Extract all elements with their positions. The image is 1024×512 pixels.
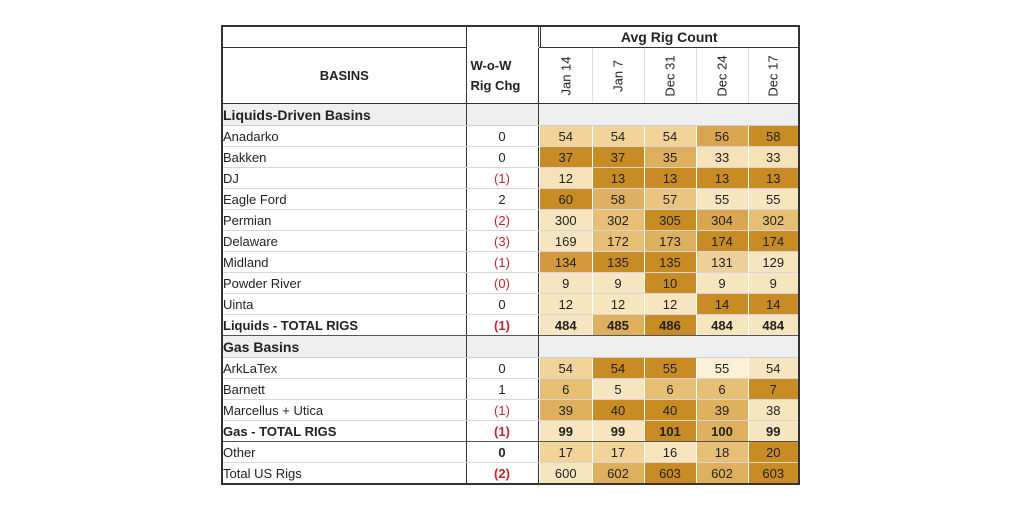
wow-header-line2: Rig Chg [470, 77, 521, 93]
rig-count-cell: 57 [644, 189, 696, 210]
date-header [592, 48, 644, 104]
table-row [222, 315, 799, 336]
table-row [222, 463, 799, 485]
rig-count-cell: 55 [696, 358, 748, 379]
basin-name: ArkLaTex [222, 358, 466, 379]
section-values-cell [540, 336, 799, 358]
basin-name: Marcellus + Utica [222, 400, 466, 421]
rig-count-cell: 129 [748, 252, 799, 273]
rig-count-cell: 54 [592, 126, 644, 147]
section-header-row [222, 104, 799, 126]
rig-count-cell: 9 [748, 273, 799, 294]
date-header [748, 48, 799, 104]
basin-name: Permian [222, 210, 466, 231]
rig-count-cell: 172 [592, 231, 644, 252]
rig-count-cell: 484 [540, 315, 592, 336]
wow-change: 0 [466, 126, 538, 147]
rig-count-cell: 56 [696, 126, 748, 147]
table-row [222, 358, 799, 379]
wow-change: (1) [466, 400, 538, 421]
table-row [222, 379, 799, 400]
rig-count-cell: 58 [748, 126, 799, 147]
table-row [222, 421, 799, 442]
rig-count-cell: 101 [644, 421, 696, 442]
basin-name: DJ [222, 168, 466, 189]
rig-count-cell: 486 [644, 315, 696, 336]
rig-count-cell: 99 [592, 421, 644, 442]
header-blank-cell [222, 26, 466, 48]
table-row [222, 147, 799, 168]
rig-count-cell: 35 [644, 147, 696, 168]
wow-change: 2 [466, 189, 538, 210]
wow-change: 0 [466, 442, 538, 463]
rig-count-cell: 484 [696, 315, 748, 336]
basin-name: Delaware [222, 231, 466, 252]
table-row [222, 294, 799, 315]
wow-change: 0 [466, 358, 538, 379]
table-row [222, 442, 799, 463]
rig-count-table [221, 25, 800, 485]
rig-count-cell: 9 [540, 273, 592, 294]
rig-count-cell: 10 [644, 273, 696, 294]
rig-count-cell: 302 [748, 210, 799, 231]
rig-count-cell: 37 [540, 147, 592, 168]
table-row [222, 400, 799, 421]
basin-name: Barnett [222, 379, 466, 400]
rig-count-cell: 13 [748, 168, 799, 189]
section-wow-cell [466, 104, 538, 126]
rig-count-cell: 17 [592, 442, 644, 463]
wow-change: (2) [466, 210, 538, 231]
rig-count-cell: 6 [540, 379, 592, 400]
rig-count-cell: 174 [696, 231, 748, 252]
rig-count-cell: 302 [592, 210, 644, 231]
section-title: Liquids-Driven Basins [222, 104, 466, 126]
header-row-group [222, 26, 799, 48]
section-header-row [222, 336, 799, 358]
rig-count-cell: 12 [644, 294, 696, 315]
wow-change: (1) [466, 421, 538, 442]
basin-name: Powder River [222, 273, 466, 294]
rig-count-cell: 58 [592, 189, 644, 210]
rig-count-cell: 33 [748, 147, 799, 168]
rig-count-cell: 18 [696, 442, 748, 463]
rig-count-cell: 54 [540, 358, 592, 379]
section-wow-cell [466, 336, 538, 358]
rig-count-cell: 39 [696, 400, 748, 421]
wow-change: (1) [466, 315, 538, 336]
rig-count-cell: 40 [644, 400, 696, 421]
rig-count-cell: 13 [696, 168, 748, 189]
rig-count-cell: 135 [592, 252, 644, 273]
date-label: Dec 24 [714, 54, 730, 97]
section-values-cell [540, 104, 799, 126]
rig-count-cell: 54 [748, 358, 799, 379]
date-label: Jan 7 [610, 59, 626, 92]
rig-count-cell: 20 [748, 442, 799, 463]
rig-count-cell: 169 [540, 231, 592, 252]
rig-count-cell: 173 [644, 231, 696, 252]
rig-count-cell: 100 [696, 421, 748, 442]
rig-count-cell: 304 [696, 210, 748, 231]
rig-count-cell: 305 [644, 210, 696, 231]
rig-count-cell: 9 [592, 273, 644, 294]
wow-rig-chg-header [466, 48, 538, 104]
rig-count-cell: 14 [696, 294, 748, 315]
rig-count-cell: 14 [748, 294, 799, 315]
wow-change: 1 [466, 379, 538, 400]
rig-count-cell: 7 [748, 379, 799, 400]
avg-rig-count-header: Avg Rig Count [540, 26, 799, 48]
basin-name: Total US Rigs [223, 465, 302, 481]
wow-change: (0) [466, 273, 538, 294]
rig-count-cell: 131 [696, 252, 748, 273]
rig-count-cell: 16 [644, 442, 696, 463]
rig-count-cell: 55 [748, 189, 799, 210]
basin-name: Liquids - TOTAL RIGS [222, 315, 466, 336]
rig-count-cell: 99 [540, 421, 592, 442]
rig-count-cell: 39 [540, 400, 592, 421]
basin-name: Other [222, 442, 466, 463]
rig-count-cell: 38 [748, 400, 799, 421]
wow-change: (2) [466, 463, 538, 485]
wow-change: 0 [466, 294, 538, 315]
rig-count-cell: 99 [748, 421, 799, 442]
rig-count-cell: 55 [696, 189, 748, 210]
date-label: Jan 14 [558, 55, 574, 96]
rig-count-cell: 602 [592, 463, 644, 485]
rig-count-cell: 600 [540, 463, 592, 485]
rig-count-cell: 603 [644, 463, 696, 485]
basin-name: Midland [222, 252, 466, 273]
table-row [222, 168, 799, 189]
rig-count-cell: 12 [540, 294, 592, 315]
table-row [222, 252, 799, 273]
rig-count-cell: 603 [748, 463, 799, 485]
rig-count-cell: 5 [592, 379, 644, 400]
rig-count-cell: 54 [644, 126, 696, 147]
rig-count-cell: 135 [644, 252, 696, 273]
wow-change: (3) [466, 231, 538, 252]
rig-count-cell: 55 [644, 358, 696, 379]
rig-count-cell: 13 [644, 168, 696, 189]
rig-count-cell: 134 [540, 252, 592, 273]
rig-count-cell: 33 [696, 147, 748, 168]
rig-count-cell: 40 [592, 400, 644, 421]
rig-count-cell: 300 [540, 210, 592, 231]
basin-name: Eagle Ford [222, 189, 466, 210]
table-row [222, 231, 799, 252]
header-row-columns [222, 48, 799, 104]
rig-count-cell: 9 [696, 273, 748, 294]
wow-change: 0 [466, 147, 538, 168]
basin-name: Bakken [222, 147, 466, 168]
wow-header-line1: W-o-W [470, 57, 512, 73]
rig-count-cell: 174 [748, 231, 799, 252]
rig-count-cell: 6 [696, 379, 748, 400]
rig-count-cell: 602 [696, 463, 748, 485]
basin-name: Gas - TOTAL RIGS [222, 421, 466, 442]
rig-count-cell: 484 [748, 315, 799, 336]
basin-name: Anadarko [222, 126, 466, 147]
section-title: Gas Basins [222, 336, 466, 358]
rig-count-cell: 6 [644, 379, 696, 400]
rig-count-cell: 485 [592, 315, 644, 336]
rig-count-cell: 12 [540, 168, 592, 189]
rig-count-cell: 12 [592, 294, 644, 315]
rig-count-cell: 17 [540, 442, 592, 463]
table-row [222, 189, 799, 210]
basins-header: BASINS [222, 48, 466, 104]
table-row [222, 210, 799, 231]
basin-name: Uinta [222, 294, 466, 315]
header-blank-cell [466, 26, 538, 48]
date-header [644, 48, 696, 104]
date-header [540, 48, 592, 104]
date-label: Dec 17 [765, 54, 781, 97]
table-row [222, 273, 799, 294]
wow-change: (1) [466, 168, 538, 189]
date-header [696, 48, 748, 104]
date-label: Dec 31 [662, 54, 678, 97]
table-row [222, 126, 799, 147]
rig-count-cell: 54 [540, 126, 592, 147]
rig-count-cell: 54 [592, 358, 644, 379]
rig-count-cell: 60 [540, 189, 592, 210]
wow-change: (1) [466, 252, 538, 273]
rig-count-cell: 13 [592, 168, 644, 189]
rig-count-cell: 37 [592, 147, 644, 168]
